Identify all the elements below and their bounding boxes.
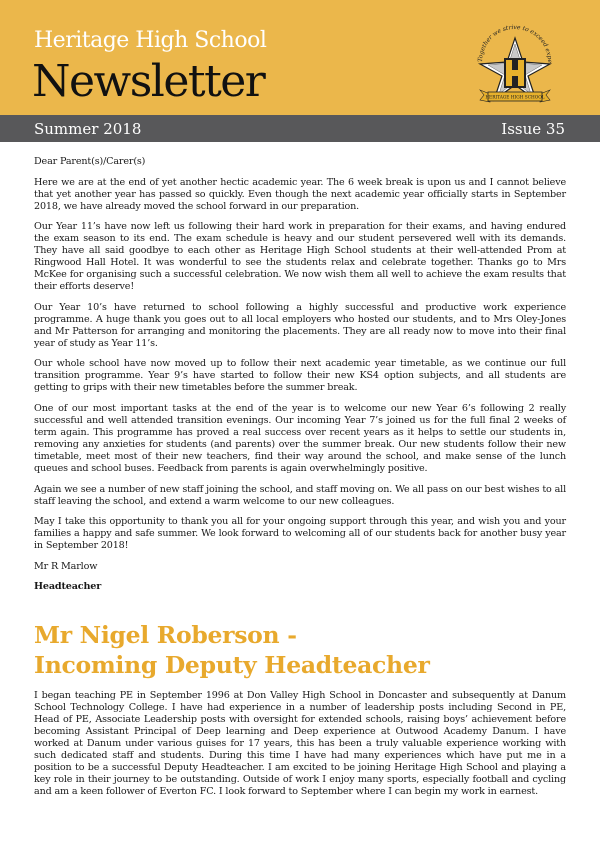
headteacher-letter (34, 156, 566, 602)
feature-heading-line1: Mr Nigel Roberson - (34, 621, 297, 649)
signatory-name: Mr R Marlow (34, 560, 98, 572)
issue-number: Issue 35 (501, 120, 565, 138)
letter-paragraph: Again we see a number of new staff joining the school, and staff moving on. We all pass on our best wishes to all staff leaving the school, and extend a warm welcome to our new colleagues. (34, 483, 566, 507)
feature-heading (34, 620, 430, 680)
letter-paragraph: May I take this opportunity to thank you all for your ongoing support through this year, and wish you and your families a happy and safe summer. We look forward to welcoming all of our students back for another busy year in September 2018! (34, 516, 566, 552)
school-crest-logo (470, 24, 560, 114)
feature-body: I began teaching PE in September 1996 at Don Valley High School in Doncaster and subsequently at Danum School Technology College. I have had experience in a number of leadership posts including Second in PE, Head of PE, Associate Leadership posts with oversight for extended schools, raising boys’ achievement before becoming Assistant Principal of Deep learning and Deep experience at Outwood Academy Danum. I have worked at Danum under various guises for 17 years, this has been a truly valuable experience working with such dedicated staff and students. During this time I have had many experiences which have put me in a position to be a successful Deputy Headteacher. I am excited to be joining Heritage High School and playing a key role in their journey to be outstanding. Outside of work I enjoy many sports, especially football and cycling and am a keen follower of Everton FC. I look forward to September where I can begin my work in earnest. (34, 690, 566, 797)
svg-text:HERITAGE HIGH SCHOOL: HERITAGE HIGH SCHOOL (485, 95, 545, 101)
newsletter-title: Newsletter (32, 56, 265, 107)
feature-heading-line2: Incoming Deputy Headteacher (34, 651, 430, 679)
school-name: Heritage High School (34, 28, 267, 53)
letter-paragraph: One of our most important tasks at the end of the year is to welcome our new Year 6’s following 2 really successful and well attended transition evenings. Our incoming Year 7’s joined us for the full final 2 weeks of term again. This programme has proved a real success over recent years as it helps to settle our students in, removing any anxieties for students (and parents) over the summer break. Our new students follow their new timetable, meet most of their new teachers, find their way around the school, and make sense of the lunch queues and school buses. Feedback from parents is again overwhelmingly positive. (34, 402, 566, 474)
masthead (0, 0, 600, 115)
letter-paragraph: Our whole school have now moved up to follow their next academic year timetable, as we continue our full transition programme. Year 9’s have started to follow their new KS4 option subjects, and all students are getting to grips with their new timetables before the summer break. (34, 358, 566, 394)
letter-greeting: Dear Parent(s)/Carer(s) (34, 156, 146, 167)
letter-paragraph: Our Year 11’s have now left us following their hard work in preparation for their exams, and having endured the exam season to its end. The exam schedule is heavy and our student persevered well with its demands. They have all said goodbye to each other as Heritage High School students at their well-attended Prom at Ringwood Hall Hotel. It was wonderful to see the students relax and celebrate together. Thanks go to Mrs McKee for organising such a successful celebration. We now wish them all well to achieve the exam results that their efforts deserve! (34, 221, 566, 293)
letter-paragraph: Our Year 10’s have returned to school following a highly successful and productive work experience programme. A huge thank you goes out to all local employers who hosted our students, and to Mrs Oley-Jones and Mr Patterson for arranging and monitoring the placements. They are all ready now to move into their final year of study as Year 11’s. (34, 301, 566, 349)
svg-text:Together we strive to exceed e: Together we strive to exceed expe (476, 24, 554, 64)
signatory-role (34, 581, 566, 593)
signatory-role-text: Headteacher (34, 581, 102, 593)
letter-paragraph: Here we are at the end of yet another hectic academic year. The 6 week break is upon us and I cannot believe that yet another year has passed so quickly. Even though the next academic year officially starts in September 2018, we have already moved the school forward in our preparation. (34, 176, 566, 212)
issue-season: Summer 2018 (34, 120, 142, 138)
issue-bar (0, 115, 600, 142)
